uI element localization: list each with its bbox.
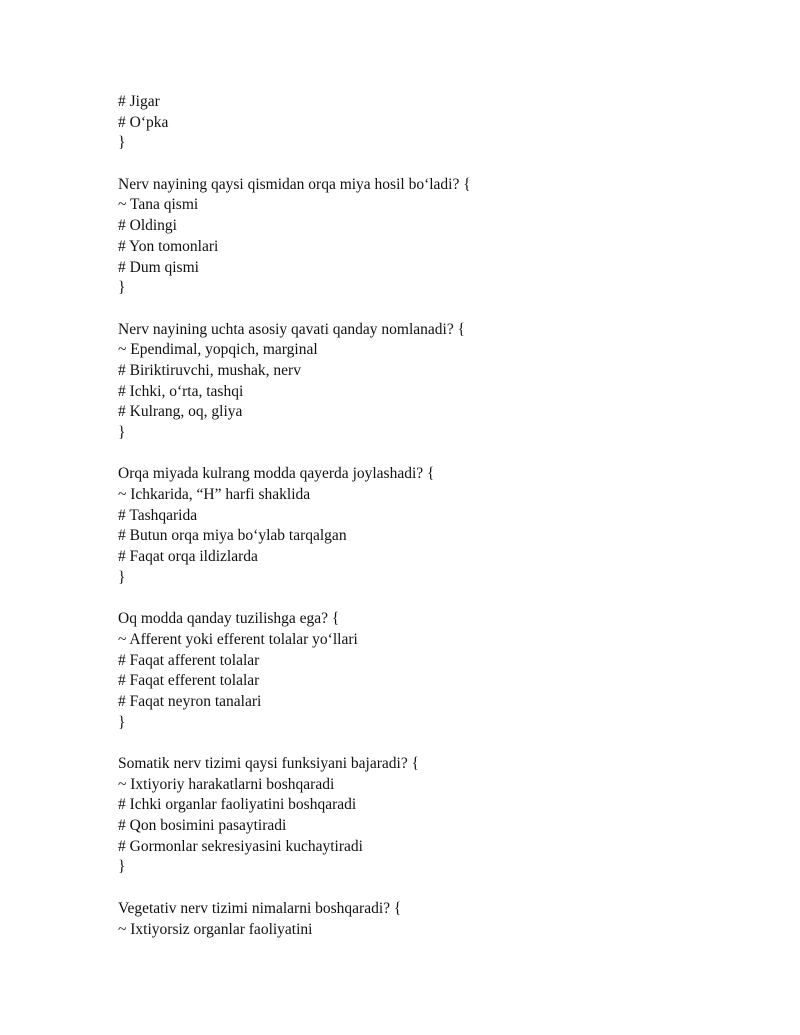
question-text: Nerv nayining qaysi qismidan orqa miya hosil bo‘ladi? { (118, 175, 471, 193)
question-text: Nerv nayining uchta asosiy qavati qanday nomlanadi? { (118, 320, 466, 338)
question-text: Vegetativ nerv tizimi nimalarni boshqaradi? { (118, 899, 402, 917)
closing-brace: } (118, 713, 126, 731)
intro-block (118, 92, 758, 154)
question-block-4 (118, 609, 758, 733)
correct-answer: ~ Afferent yoki efferent tolalar yo‘llari (118, 630, 358, 648)
question-block-6 (118, 899, 758, 940)
answer-option: # Oldingi (118, 217, 177, 235)
question-block-1 (118, 175, 758, 299)
answer-option: # Ichki organlar faoliyatini boshqaradi (118, 796, 357, 814)
answer-option: # Qon bosimini pasaytiradi (118, 817, 287, 835)
answer-option: # Ichki, o‘rta, tashqi (118, 382, 244, 400)
answer-option: # Faqat orqa ildizlarda (118, 548, 258, 566)
answer-option: # Butun orqa miya bo‘ylab tarqalgan (118, 527, 347, 545)
answer-option: # Yon tomonlari (118, 237, 219, 255)
answer-option: # Faqat efferent tolalar (118, 672, 260, 690)
question-block-5 (118, 754, 758, 878)
closing-brace: } (118, 424, 126, 441)
question-text: Oq modda qanday tuzilishga ega? { (118, 610, 340, 628)
answer-option: # Dum qismi (118, 258, 199, 276)
closing-brace: } (118, 858, 126, 876)
answer-option: # O‘pka (118, 113, 169, 131)
correct-answer: ~ Tana qismi (118, 196, 199, 214)
question-block-2 (118, 320, 758, 444)
closing-brace: } (118, 279, 126, 297)
question-text: Orqa miyada kulrang modda qayerda joylashadi? { (118, 465, 435, 483)
answer-option: # Kulrang, oq, gliya (118, 403, 243, 421)
answer-option: # Faqat neyron tanalari (118, 692, 262, 710)
answer-option: # Gormonlar sekresiyasini kuchaytiradi (118, 837, 363, 855)
closing-brace: } (118, 568, 126, 586)
answer-option: # Biriktiruvchi, mushak, nerv (118, 361, 301, 379)
answer-option: # Faqat afferent tolalar (118, 651, 260, 669)
correct-answer: ~ Ixtiyoriy harakatlarni boshqaradi (118, 775, 335, 793)
answer-option: # Tashqarida (118, 506, 198, 524)
question-text: Somatik nerv tizimi qaysi funksiyani bajaradi? { (118, 755, 420, 772)
document-page (118, 92, 758, 940)
correct-answer: ~ Ependimal, yopqich, marginal (118, 341, 318, 359)
question-block-3 (118, 464, 758, 588)
closing-brace: } (118, 134, 126, 152)
correct-answer: ~ Ichkarida, “H” harfi shaklida (118, 486, 311, 504)
correct-answer: ~ Ixtiyorsiz organlar faoliyatini (118, 920, 313, 938)
answer-option: # Jigar (118, 93, 160, 110)
